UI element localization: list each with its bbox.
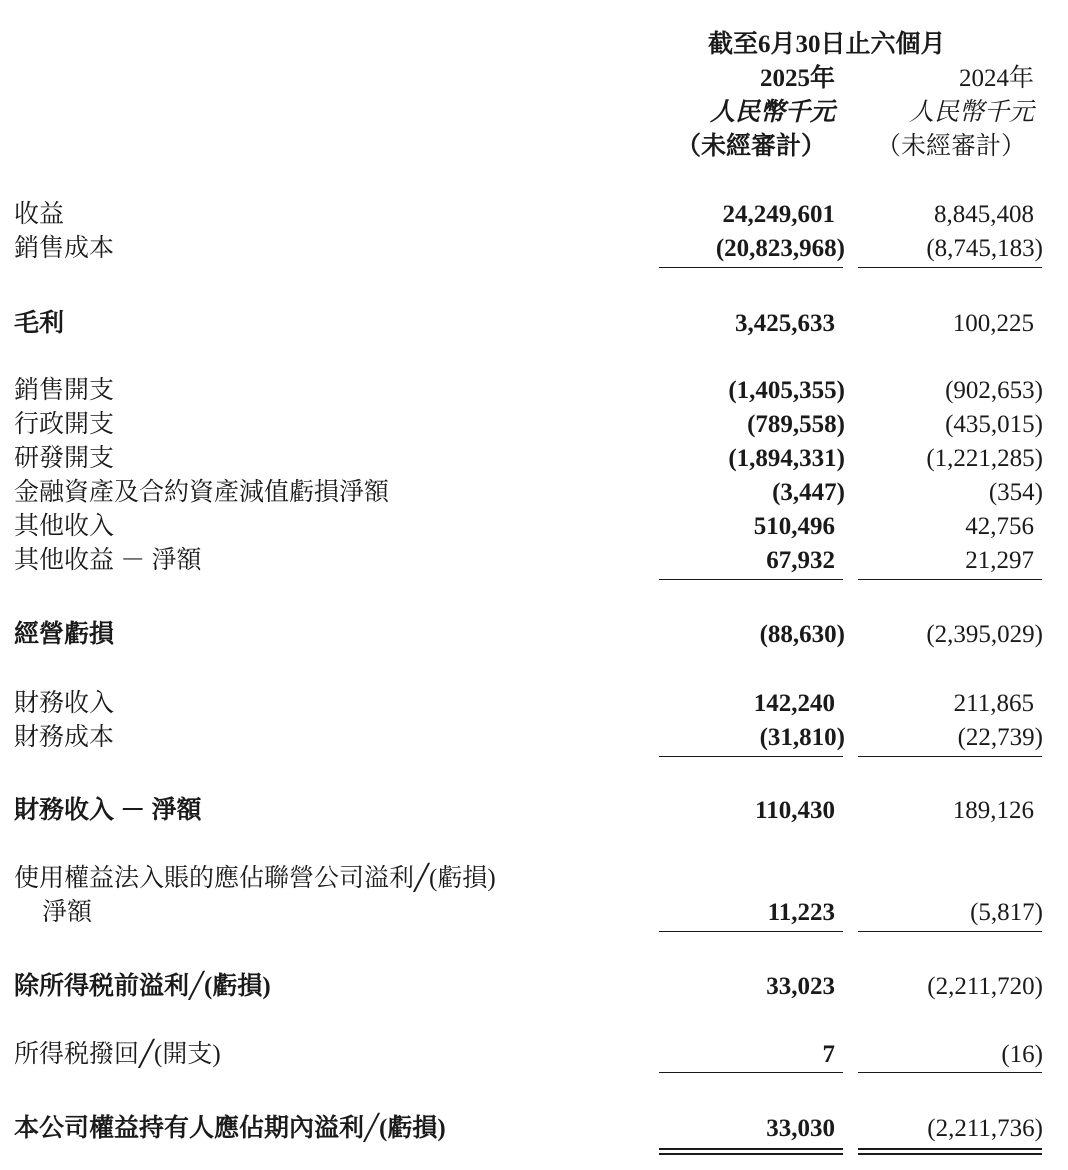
audit-2025-header: （未經審計） — [676, 133, 827, 160]
row-value-2024: (8,745,183) — [926, 235, 1043, 262]
row-label-profit-for-period: 本公司權益持有人應佔期內溢利╱(虧損) — [14, 1115, 446, 1142]
total-double-rule — [858, 1148, 1042, 1155]
subtotal-rule — [858, 267, 1042, 268]
subtotal-rule — [858, 579, 1042, 580]
subtotal-rule — [659, 1072, 843, 1073]
row-label-income-tax: 所得税撥回╱(開支) — [14, 1041, 221, 1068]
subtotal-rule — [858, 756, 1042, 757]
row-value-2024: 8,845,408 — [934, 201, 1034, 228]
row-value-2025: 3,425,633 — [735, 310, 835, 337]
row-label-other-income: 其他收入 — [14, 513, 115, 540]
currency-2025-header: 人民幣千元 — [709, 99, 835, 126]
row-value-2024: (5,817) — [970, 899, 1043, 926]
row-label-finance-costs: 財務成本 — [14, 724, 115, 751]
row-value-2025: 110,430 — [755, 797, 835, 824]
row-value-2024: 211,865 — [953, 690, 1034, 717]
subtotal-rule — [659, 267, 843, 268]
year-2024-header: 2024年 — [958, 65, 1034, 92]
row-value-2025: 11,223 — [767, 899, 835, 926]
row-label-operating-loss: 經營虧損 — [14, 621, 115, 648]
row-label-share-of-associates: 使用權益法入賬的應佔聯營公司溢利╱(虧損) — [14, 865, 496, 892]
year-2025-header: 2025年 — [759, 65, 835, 92]
row-value-2025: 142,240 — [753, 690, 835, 717]
row-value-2024: (1,221,285) — [926, 445, 1043, 472]
row-value-2024: 21,297 — [965, 547, 1034, 574]
row-value-2024: (2,211,736) — [927, 1115, 1043, 1142]
row-label-rd-expenses: 研發開支 — [14, 445, 115, 472]
row-value-2024: (2,211,720) — [927, 973, 1043, 1000]
subtotal-rule — [659, 579, 843, 580]
row-value-2024: (902,653) — [945, 377, 1043, 404]
row-value-2024: 189,126 — [952, 797, 1034, 824]
row-value-2025: 7 — [822, 1041, 835, 1068]
row-value-2025: 33,030 — [766, 1115, 835, 1142]
row-value-2025: (1,405,355) — [728, 377, 845, 404]
row-value-2025: 510,496 — [753, 513, 835, 540]
row-value-2025: 24,249,601 — [722, 201, 835, 228]
row-value-2025: (20,823,968) — [715, 235, 845, 262]
total-double-rule — [659, 1148, 843, 1155]
row-value-2025: (1,894,331) — [728, 445, 845, 472]
row-label-impairment-losses: 金融資產及合約資產減值虧損淨額 — [14, 479, 390, 506]
row-value-2024: (354) — [988, 479, 1043, 506]
row-value-2024: (2,395,029) — [926, 621, 1043, 648]
audit-2024-header: （未經審計） — [876, 133, 1027, 160]
row-label-finance-income-net: 財務收入 － 淨額 — [14, 797, 202, 824]
currency-2024-header: 人民幣千元 — [908, 99, 1034, 126]
row-value-2025: (31,810) — [759, 724, 845, 751]
row-label-finance-income: 財務收入 — [14, 690, 115, 717]
row-value-2025: 67,932 — [766, 547, 835, 574]
row-value-2024: 42,756 — [965, 513, 1034, 540]
subtotal-rule — [858, 1072, 1042, 1073]
row-value-2024: (435,015) — [945, 411, 1043, 438]
row-value-2025: (88,630) — [759, 621, 845, 648]
row-label-admin-expenses: 行政開支 — [14, 411, 115, 438]
row-label-share-of-associates-cont: 淨額 — [42, 899, 93, 926]
row-label-revenue: 收益 — [14, 201, 65, 228]
subtotal-rule — [858, 931, 1042, 932]
row-value-2025: 33,023 — [766, 973, 835, 1000]
subtotal-rule — [659, 756, 843, 757]
row-value-2025: (3,447) — [772, 479, 845, 506]
row-label-profit-before-tax: 除所得税前溢利╱(虧損) — [14, 973, 271, 1000]
row-value-2024: (16) — [1001, 1041, 1043, 1068]
row-label-cost-of-sales: 銷售成本 — [14, 235, 115, 262]
row-value-2025: (789,558) — [747, 411, 845, 438]
row-label-selling-expenses: 銷售開支 — [14, 377, 115, 404]
row-label-other-gains-net: 其他收益 － 淨額 — [14, 547, 202, 574]
row-label-gross-profit: 毛利 — [14, 310, 65, 337]
row-value-2024: 100,225 — [952, 310, 1034, 337]
row-value-2024: (22,739) — [957, 724, 1043, 751]
subtotal-rule — [659, 931, 843, 932]
period-header: 截至6月30日止六個月 — [708, 31, 946, 58]
